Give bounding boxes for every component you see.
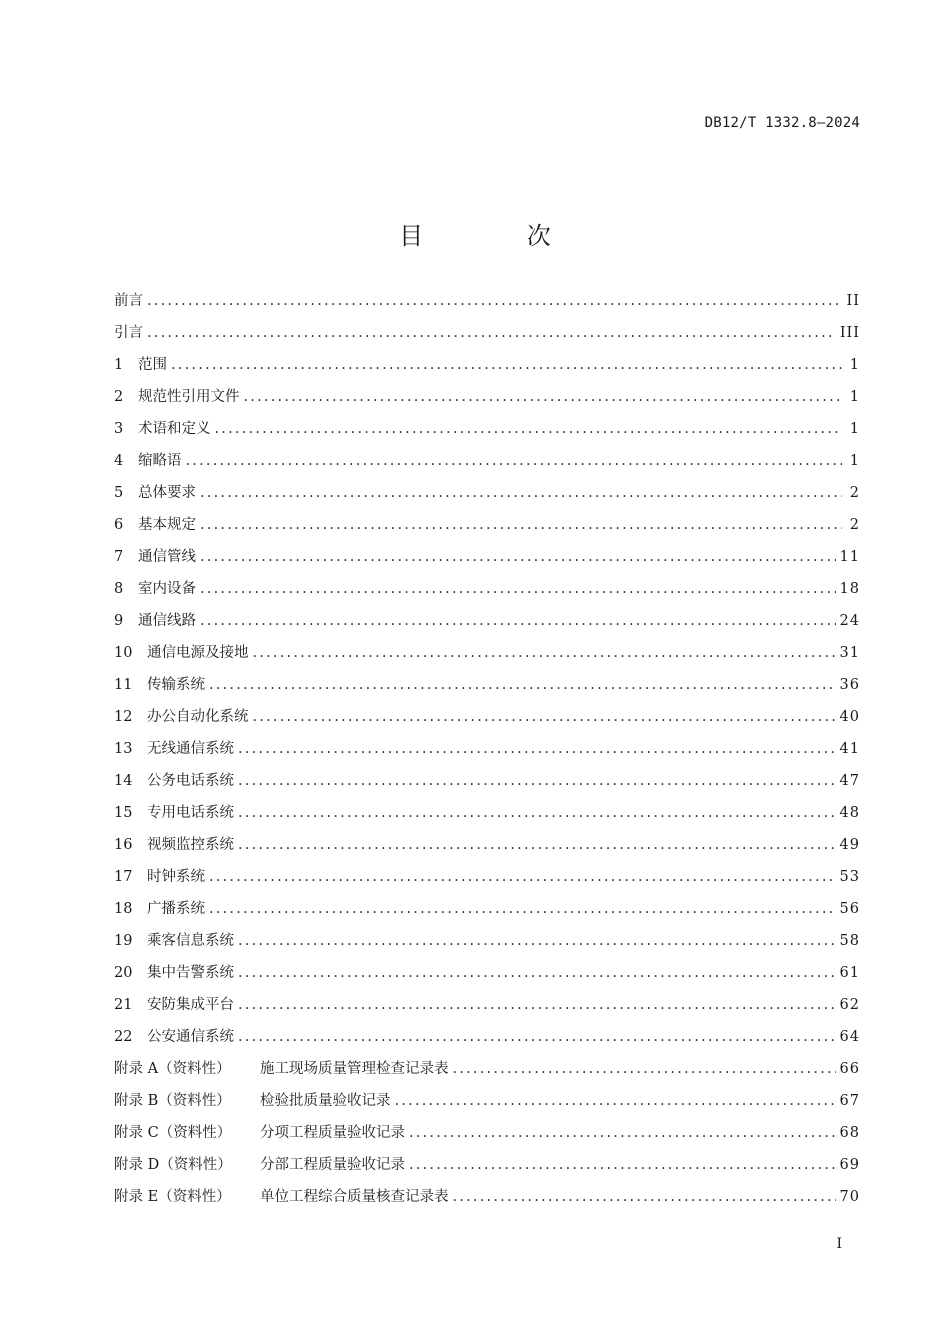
- toc-entry-title: 集中告警系统: [147, 965, 234, 981]
- toc-leader: [409, 1149, 836, 1181]
- toc-entry-title: 视频监控系统: [147, 837, 234, 853]
- document-code: DB12/T 1332.8—2024: [704, 115, 860, 131]
- toc-page-number: 68: [839, 1125, 860, 1141]
- toc-leader: [147, 317, 836, 349]
- toc-entry-title: 传输系统: [147, 677, 205, 693]
- toc-leader: [238, 925, 836, 957]
- toc-leader: [147, 285, 842, 317]
- toc-leader: [238, 1021, 836, 1053]
- toc-leader: [453, 1181, 836, 1213]
- toc-entry-title: 分部工程质量验收记录: [260, 1157, 405, 1173]
- toc-leader: [253, 637, 836, 669]
- toc-appendix-label: 附录 C（资料性）: [114, 1125, 232, 1141]
- toc-entry-chapter-5[interactable]: [114, 477, 860, 509]
- toc-leader: [238, 989, 836, 1021]
- toc-leader: [200, 509, 842, 541]
- toc-page-number: 31: [839, 645, 860, 661]
- toc-page-number: 36: [839, 677, 860, 693]
- toc-leader: [209, 893, 836, 925]
- toc-page-number: 70: [839, 1189, 860, 1205]
- toc-page-number: 69: [839, 1157, 860, 1173]
- toc-page-number: 18: [839, 581, 860, 597]
- toc-chapter-number: 8: [114, 581, 124, 597]
- toc-leader: [244, 381, 843, 413]
- toc-page-number: 64: [839, 1029, 860, 1045]
- toc-entry-title: 基本规定: [138, 517, 196, 533]
- toc-entry-title: 检验批质量验收记录: [260, 1093, 391, 1109]
- toc-entry-chapter-19[interactable]: [114, 925, 860, 957]
- toc-chapter-number: 5: [114, 485, 124, 501]
- toc-chapter-number: 13: [114, 741, 133, 757]
- toc-leader: [253, 701, 836, 733]
- toc-leader: [409, 1117, 836, 1149]
- toc-entry-title: 范围: [138, 357, 167, 373]
- toc-chapter-number: 19: [114, 933, 133, 949]
- toc-chapter-number: 1: [114, 357, 124, 373]
- toc-page-number: 47: [839, 773, 860, 789]
- toc-entry-chapter-15[interactable]: [114, 797, 860, 829]
- toc-entry-title: 公务电话系统: [147, 773, 234, 789]
- toc-entry-title: 室内设备: [138, 581, 196, 597]
- toc-entry-title: 公安通信系统: [147, 1029, 234, 1045]
- toc-entry-chapter-21[interactable]: [114, 989, 860, 1021]
- toc-page-number: 67: [839, 1093, 860, 1109]
- toc-entry-chapter-14[interactable]: [114, 765, 860, 797]
- toc-entry-title: 分项工程质量验收记录: [260, 1125, 405, 1141]
- toc-leader: [171, 349, 842, 381]
- toc-chapter-number: 4: [114, 453, 124, 469]
- toc-entry-appendix-b[interactable]: [114, 1085, 860, 1117]
- toc-leader: [209, 861, 836, 893]
- toc-entry-chapter-4[interactable]: [114, 445, 860, 477]
- toc-chapter-number: 6: [114, 517, 124, 533]
- toc-entry-title: 时钟系统: [147, 869, 205, 885]
- toc-appendix-label: 附录 E（资料性）: [114, 1189, 231, 1205]
- toc-entry-title: 术语和定义: [138, 421, 211, 437]
- toc-entry-chapter-3[interactable]: [114, 413, 860, 445]
- toc-entry-title: 缩略语: [138, 453, 182, 469]
- toc-page-number: 1: [849, 453, 860, 469]
- toc-entry-title: 通信管线: [138, 549, 196, 565]
- toc-leader: [186, 445, 843, 477]
- toc-entry-title: 单位工程综合质量核查记录表: [260, 1189, 449, 1205]
- toc-chapter-number: 7: [114, 549, 124, 565]
- toc-leader: [238, 957, 836, 989]
- toc-entry-title: 乘客信息系统: [147, 933, 234, 949]
- toc-leader: [200, 605, 836, 637]
- toc-leader: [238, 829, 836, 861]
- toc-entry-chapter-12[interactable]: [114, 701, 860, 733]
- page-number: I: [836, 1236, 842, 1252]
- toc-page-number: 53: [839, 869, 860, 885]
- toc-entry-chapter-17[interactable]: [114, 861, 860, 893]
- toc-chapter-number: 10: [114, 645, 133, 661]
- toc-leader: [209, 669, 836, 701]
- toc-entry-chapter-11[interactable]: [114, 669, 860, 701]
- toc-leader: [453, 1053, 836, 1085]
- toc-leader: [395, 1085, 836, 1117]
- toc-page-number: II: [846, 293, 860, 309]
- toc-chapter-number: 22: [114, 1029, 133, 1045]
- toc-entry-title: 施工现场质量管理检查记录表: [260, 1061, 449, 1077]
- toc-leader: [215, 413, 843, 445]
- toc-chapter-number: 16: [114, 837, 133, 853]
- toc-chapter-number: 17: [114, 869, 133, 885]
- toc-appendix-label: 附录 D（资料性）: [114, 1157, 232, 1173]
- toc-entry-chapter-2[interactable]: [114, 381, 860, 413]
- toc-entry-title: 引言: [114, 325, 143, 341]
- toc-entry-chapter-9[interactable]: [114, 605, 860, 637]
- toc-leader: [238, 765, 836, 797]
- toc-entry-title: 安防集成平台: [147, 997, 234, 1013]
- toc-entry-chapter-16[interactable]: [114, 829, 860, 861]
- toc-page-number: 49: [839, 837, 860, 853]
- toc-chapter-number: 15: [114, 805, 133, 821]
- toc-chapter-number: 14: [114, 773, 133, 789]
- toc-list: [114, 285, 860, 1213]
- toc-entry-chapter-1[interactable]: [114, 349, 860, 381]
- toc-page-number: 62: [839, 997, 860, 1013]
- toc-page-number: III: [839, 325, 860, 341]
- toc-appendix-label: 附录 A（资料性）: [114, 1061, 231, 1077]
- toc-entry-title: 总体要求: [138, 485, 196, 501]
- toc-entry-chapter-6[interactable]: [114, 509, 860, 541]
- toc-entry-title: 前言: [114, 293, 143, 309]
- toc-leader: [238, 797, 836, 829]
- toc-entry-chapter-7[interactable]: [114, 541, 860, 573]
- toc-entry-chapter-22[interactable]: [114, 1021, 860, 1053]
- toc-page-number: 61: [839, 965, 860, 981]
- toc-leader: [200, 477, 842, 509]
- toc-chapter-number: 9: [114, 613, 124, 629]
- toc-entry-chapter-10[interactable]: [114, 637, 860, 669]
- toc-page-number: 66: [839, 1061, 860, 1077]
- toc-page-number: 1: [849, 389, 860, 405]
- toc-chapter-number: 2: [114, 389, 124, 405]
- toc-leader: [238, 733, 836, 765]
- toc-page-number: 2: [849, 485, 860, 501]
- toc-entry-title: 办公自动化系统: [147, 709, 249, 725]
- toc-entry-chapter-8[interactable]: [114, 573, 860, 605]
- toc-page-number: 58: [839, 933, 860, 949]
- toc-chapter-number: 3: [114, 421, 124, 437]
- toc-entry-title: 无线通信系统: [147, 741, 234, 757]
- toc-page-number: 2: [849, 517, 860, 533]
- toc-entry-appendix-e[interactable]: [114, 1181, 860, 1213]
- toc-entry-title: 广播系统: [147, 901, 205, 917]
- toc-page-number: 40: [839, 709, 860, 725]
- toc-entry-title: 通信线路: [138, 613, 196, 629]
- toc-page-number: 56: [839, 901, 860, 917]
- toc-entry-introduction[interactable]: [114, 317, 860, 349]
- toc-entry-foreword[interactable]: [114, 285, 860, 317]
- toc-chapter-number: 21: [114, 997, 133, 1013]
- toc-entry-appendix-d[interactable]: [114, 1149, 860, 1181]
- toc-entry-chapter-13[interactable]: [114, 733, 860, 765]
- toc-leader: [200, 573, 836, 605]
- toc-page-number: 1: [849, 357, 860, 373]
- toc-entry-title: 规范性引用文件: [138, 389, 240, 405]
- toc-entry-appendix-a[interactable]: [114, 1053, 860, 1085]
- toc-page-number: 11: [839, 549, 860, 565]
- toc-entry-chapter-20[interactable]: [114, 957, 860, 989]
- toc-page-number: 1: [849, 421, 860, 437]
- toc-entry-chapter-18[interactable]: [114, 893, 860, 925]
- toc-page-number: 48: [839, 805, 860, 821]
- toc-entry-title: 通信电源及接地: [147, 645, 249, 661]
- toc-appendix-label: 附录 B（资料性）: [114, 1093, 231, 1109]
- toc-leader: [200, 541, 836, 573]
- toc-page-number: 41: [839, 741, 860, 757]
- toc-chapter-number: 12: [114, 709, 133, 725]
- toc-page-number: 24: [839, 613, 860, 629]
- toc-chapter-number: 18: [114, 901, 133, 917]
- toc-entry-appendix-c[interactable]: [114, 1117, 860, 1149]
- toc-title: 目 次: [399, 222, 599, 251]
- toc-chapter-number: 11: [114, 677, 133, 693]
- toc-chapter-number: 20: [114, 965, 133, 981]
- toc-entry-title: 专用电话系统: [147, 805, 234, 821]
